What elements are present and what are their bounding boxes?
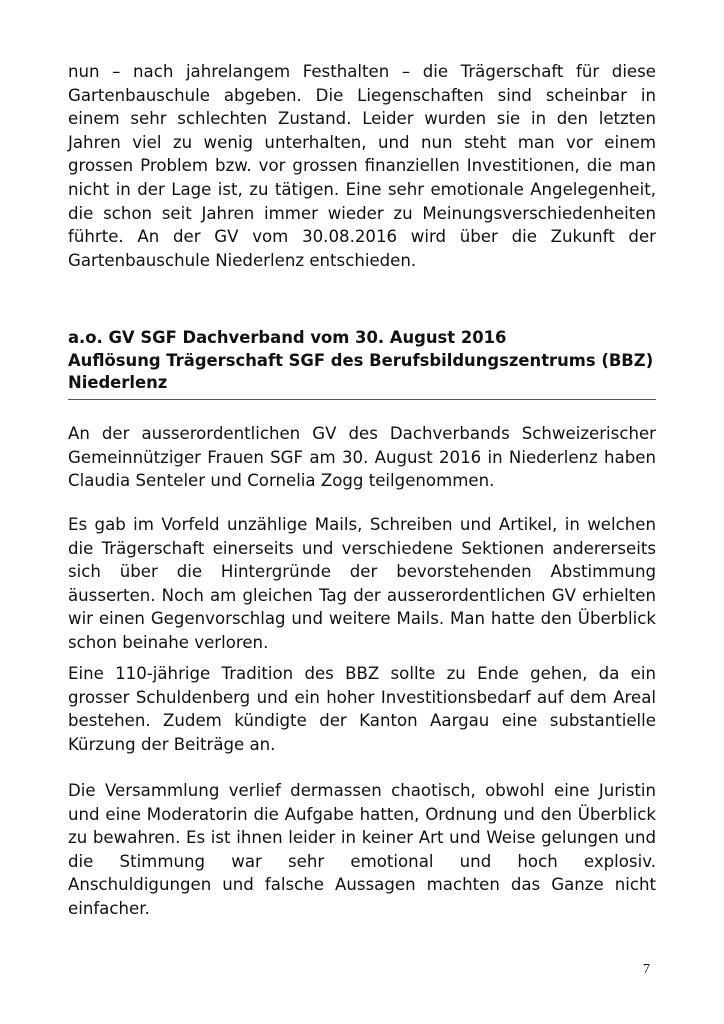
heading-line-3: Niederlenz (68, 373, 168, 392)
heading-line-2: Auflösung Trägerschaft SGF des Berufsbildungszentrums (BBZ) (68, 350, 654, 370)
page-number: 7 (643, 962, 650, 977)
paragraph-assembly: Die Versammlung verlief dermassen chaotisch, obwohl eine Juristin und eine Moderatorin die Aufgabe hatten, Ordnung und den Überblick zu bewahren. Es ist ihnen leider in keiner Art und Weise gelungen und die Stimmung war sehr emotional und hoch explosiv. Anschuldigungen und falsche Aussagen machten das Ganze nicht einfacher. (68, 781, 656, 918)
paragraph-tradition: Eine 110-jährige Tradition des BBZ sollte zu Ende gehen, da ein grosser Schuldenberg und ein hoher Investitionsbedarf auf dem Areal bestehen. Zudem kündigte der Kanton Aargau eine substantielle Kürzung der Beiträge an. (68, 664, 656, 754)
paragraph-intro: nun – nach jahrelangem Festhalten – die Trägerschaft für diese Gartenbauschule abgeben. Die Liegenschaften sind scheinbar in einem sehr schlechten Zustand. Leider wurden sie in den letzten Jahren viel zu wenig unterhalten, und nun steht man vor einem grossen Problem bzw. vor grossen finanziellen Investitionen, die man nicht in der Lage ist, zu tätigen. Eine sehr emotionale Angelegenheit, die schon seit Jahren immer wieder zu Meinungsverschiedenheiten führte. An der GV vom 30.08.2016 wird über die Zukunft der Gartenbauschule Niederlenz entschieden. (68, 62, 656, 270)
section-heading (68, 327, 656, 400)
paragraph-attendance: An der ausserordentlichen GV des Dachverbands Schweizerischer Gemeinnütziger Frauen SGF am 30. August 2016 in Niederlenz haben Claudia Senteler und Cornelia Zogg teilgenommen. (68, 424, 656, 491)
heading-line-1: a.o. GV SGF Dachverband vom 30. August 2016 (68, 328, 507, 347)
paragraph-mails: Es gab im Vorfeld unzählige Mails, Schreiben und Artikel, in welchen die Trägerschaft einerseits und verschiedene Sektionen andererseits sich über die Hintergründe der bevorstehenden Abstimmung äusserten. Noch am gleichen Tag der ausserordentlichen GV erhielten wir einen Gegenvorschlag und weitere Mails. Man hatte den Überblick schon beinahe verloren. (68, 515, 656, 652)
